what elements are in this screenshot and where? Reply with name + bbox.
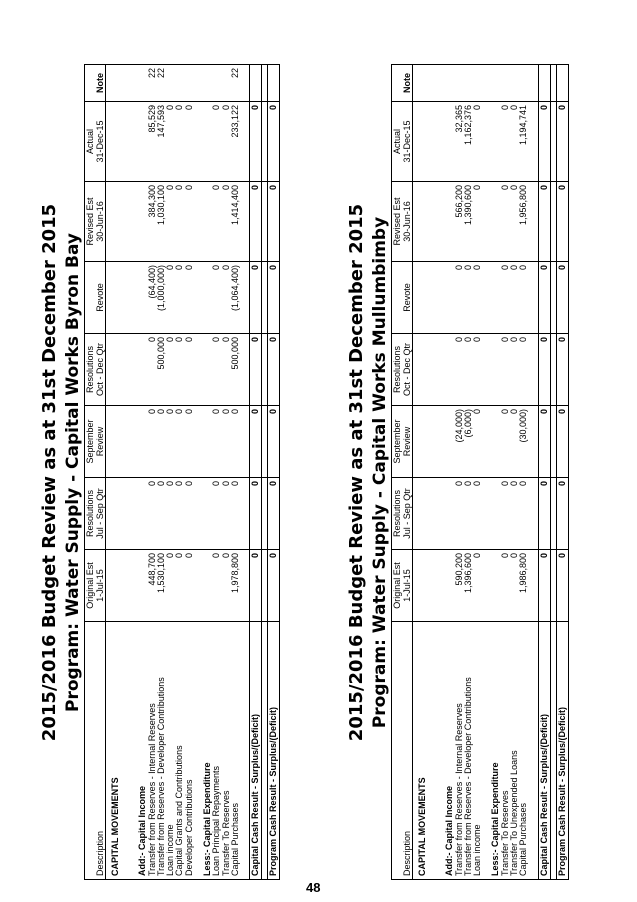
row-value: 0 xyxy=(501,334,510,406)
row-value: 0 xyxy=(250,406,262,478)
row-value xyxy=(418,550,427,622)
row-value: 0 xyxy=(222,550,231,622)
row-value: 448,700 xyxy=(148,550,157,622)
row-note xyxy=(212,65,221,102)
row-note xyxy=(268,65,280,102)
spacer-row xyxy=(529,65,539,880)
row-value xyxy=(138,478,147,550)
row-value: 0 xyxy=(250,550,262,622)
row-value: 0 xyxy=(185,406,194,478)
table-row xyxy=(231,65,240,880)
row-value: 0 xyxy=(519,334,528,406)
row-value: 0 xyxy=(538,478,550,550)
row-value: 0 xyxy=(510,262,519,334)
row-value xyxy=(138,334,147,406)
row-value: 1,194,741 xyxy=(519,102,528,182)
row-value: 0 xyxy=(250,334,262,406)
row-note xyxy=(464,65,473,102)
row-value: 1,396,600 xyxy=(464,550,473,622)
row-value: 0 xyxy=(175,406,184,478)
row-value: 0 xyxy=(268,182,280,262)
row-value xyxy=(203,182,212,262)
row-value: 0 xyxy=(212,334,221,406)
row-label: Loan income xyxy=(166,622,175,880)
row-value xyxy=(111,406,120,478)
row-value xyxy=(445,262,454,334)
row-label: Transfer To Reserves xyxy=(222,622,231,880)
row-value: 0 xyxy=(166,262,175,334)
row-value: 0 xyxy=(222,478,231,550)
row-value: (1,000,000) xyxy=(157,262,166,334)
row-value: 0 xyxy=(175,550,184,622)
row-value: 0 xyxy=(455,478,464,550)
col-revote: Revote xyxy=(85,262,106,334)
col-resolutions-q1: Resolutions Jul - Sep Qtr xyxy=(85,478,106,550)
row-note: 22 xyxy=(157,65,166,102)
row-note xyxy=(501,65,510,102)
row-value: 0 xyxy=(473,334,482,406)
row-value xyxy=(491,262,500,334)
row-value xyxy=(203,102,212,182)
row-value: 0 xyxy=(212,550,221,622)
row-label: Add:- Capital Income xyxy=(445,622,454,880)
spacer-row xyxy=(120,65,129,880)
row-value: 0 xyxy=(473,478,482,550)
row-value xyxy=(418,334,427,406)
row-value: 0 xyxy=(250,102,262,182)
row-value: 0 xyxy=(185,550,194,622)
row-value: 0 xyxy=(501,550,510,622)
row-value: 0 xyxy=(464,478,473,550)
row-value xyxy=(491,102,500,182)
row-value: 1,414,400 xyxy=(231,182,240,262)
section-title: 2015/2016 Budget Review as at 31st December 2015 xyxy=(39,203,60,742)
row-value: 0 xyxy=(501,182,510,262)
row-label: Transfer To Reserves xyxy=(501,622,510,880)
row-value: 0 xyxy=(166,478,175,550)
row-value: 1,530,100 xyxy=(157,550,166,622)
row-label: Capital Grants and Contributions xyxy=(175,622,184,880)
col-resolutions-q2: Resolutions Oct - Dec Qtr xyxy=(85,334,106,406)
row-value: 0 xyxy=(250,262,262,334)
row-label: CAPITAL MOVEMENTS xyxy=(418,622,427,880)
col-september-review: September Review xyxy=(392,406,413,478)
row-value: 233,122 xyxy=(231,102,240,182)
page-number: 48 xyxy=(306,880,321,895)
row-value: 32,365 xyxy=(455,102,464,182)
row-value: 0 xyxy=(222,182,231,262)
result-row xyxy=(538,65,550,880)
row-value: 0 xyxy=(556,102,568,182)
col-actual: Actual 31-Dec-15 xyxy=(85,102,106,182)
row-value: (24,000) xyxy=(455,406,464,478)
row-value: 0 xyxy=(185,334,194,406)
row-value xyxy=(203,406,212,478)
row-value xyxy=(203,334,212,406)
table-row xyxy=(185,65,194,880)
row-label: CAPITAL MOVEMENTS xyxy=(111,622,120,880)
row-label: Developer Contributions xyxy=(185,622,194,880)
row-value xyxy=(491,550,500,622)
row-label: Less:- Capital Expenditure xyxy=(203,622,212,880)
result-row xyxy=(268,65,280,880)
row-note xyxy=(510,65,519,102)
row-value: 0 xyxy=(538,182,550,262)
row-value: 0 xyxy=(510,334,519,406)
row-value: 0 xyxy=(538,550,550,622)
row-value: 0 xyxy=(268,262,280,334)
row-note xyxy=(166,65,175,102)
row-note xyxy=(175,65,184,102)
row-label: Add:- Capital Income xyxy=(138,622,147,880)
row-value: 0 xyxy=(464,334,473,406)
result-row xyxy=(250,65,262,880)
row-value: 0 xyxy=(519,262,528,334)
row-value: 0 xyxy=(538,334,550,406)
row-label: Transfer from Reserves - Developer Contributions xyxy=(157,622,166,880)
row-value: (6,000) xyxy=(464,406,473,478)
row-value: 0 xyxy=(464,262,473,334)
row-value: 0 xyxy=(556,334,568,406)
col-revised-est: Revised Est 30-Jun-16 xyxy=(392,182,413,262)
row-label: Capital Purchases xyxy=(519,622,528,880)
row-value xyxy=(491,334,500,406)
row-value xyxy=(445,478,454,550)
row-value: 0 xyxy=(510,406,519,478)
row-value: 0 xyxy=(231,478,240,550)
row-value: 0 xyxy=(556,478,568,550)
table-row xyxy=(473,65,482,880)
spacer-row xyxy=(129,65,138,880)
row-value: 0 xyxy=(222,102,231,182)
row-note: 22 xyxy=(148,65,157,102)
col-original-est: Original Est 1-Jul-15 xyxy=(85,550,106,622)
section-title: 2015/2016 Budget Review as at 31st December 2015 xyxy=(346,203,367,742)
row-value xyxy=(491,406,500,478)
row-value: 590,200 xyxy=(455,550,464,622)
row-value xyxy=(111,182,120,262)
row-value: 0 xyxy=(166,334,175,406)
row-value: 0 xyxy=(212,478,221,550)
row-value: 0 xyxy=(510,102,519,182)
row-value: 500,000 xyxy=(157,334,166,406)
row-value: 0 xyxy=(175,478,184,550)
section-titles xyxy=(345,65,391,880)
budget-table xyxy=(84,64,280,880)
row-value: 0 xyxy=(212,406,221,478)
row-value: 0 xyxy=(538,406,550,478)
row-value: 0 xyxy=(501,478,510,550)
row-value: 0 xyxy=(250,182,262,262)
row-value xyxy=(203,550,212,622)
col-resolutions-q1: Resolutions Jul - Sep Qtr xyxy=(392,478,413,550)
row-value: 384,300 xyxy=(148,182,157,262)
row-value: 1,162,376 xyxy=(464,102,473,182)
row-value: 0 xyxy=(473,262,482,334)
row-value: 0 xyxy=(268,550,280,622)
row-label: Loan income xyxy=(473,622,482,880)
row-value: (64,400) xyxy=(148,262,157,334)
row-label: Program Cash Result - Surplus/(Deficit) xyxy=(268,622,280,880)
row-value: 147,593 xyxy=(157,102,166,182)
row-value: 0 xyxy=(157,406,166,478)
row-value xyxy=(111,262,120,334)
row-value: 0 xyxy=(510,182,519,262)
spacer-row xyxy=(436,65,445,880)
col-description: Description xyxy=(85,622,106,880)
row-note xyxy=(250,65,262,102)
row-value: 0 xyxy=(222,262,231,334)
row-value xyxy=(111,478,120,550)
row-value: 0 xyxy=(185,182,194,262)
row-value: 0 xyxy=(175,334,184,406)
col-original-est: Original Est 1-Jul-15 xyxy=(392,550,413,622)
row-value: 0 xyxy=(556,550,568,622)
row-note xyxy=(445,65,454,102)
row-value: 0 xyxy=(501,102,510,182)
row-value: (1,064,400) xyxy=(231,262,240,334)
row-value xyxy=(445,334,454,406)
row-value xyxy=(418,102,427,182)
budget-section-byron-bay xyxy=(38,65,335,880)
row-value: (30,000) xyxy=(519,406,528,478)
row-value: 0 xyxy=(175,182,184,262)
col-resolutions-q2: Resolutions Oct - Dec Qtr xyxy=(392,334,413,406)
row-value: 1,978,800 xyxy=(231,550,240,622)
row-value: 0 xyxy=(166,182,175,262)
row-value: 0 xyxy=(473,102,482,182)
row-value: 1,986,800 xyxy=(519,550,528,622)
row-note xyxy=(538,65,550,102)
row-note: 22 xyxy=(231,65,240,102)
row-note xyxy=(473,65,482,102)
table-heading-row xyxy=(111,65,120,880)
row-label: Less:- Capital Expenditure xyxy=(491,622,500,880)
spacer-row xyxy=(240,65,250,880)
row-label: Capital Purchases xyxy=(231,622,240,880)
row-value: 0 xyxy=(473,550,482,622)
col-actual: Actual 31-Dec-15 xyxy=(392,102,413,182)
row-note xyxy=(491,65,500,102)
row-value xyxy=(491,182,500,262)
row-label: Transfer from Reserves - Internal Reserves xyxy=(148,622,157,880)
table-header xyxy=(392,65,413,880)
row-label: Transfer To Unexpended Loans xyxy=(510,622,519,880)
row-value: 0 xyxy=(175,262,184,334)
row-value: 0 xyxy=(175,102,184,182)
row-value: 566,200 xyxy=(455,182,464,262)
row-value: 0 xyxy=(519,478,528,550)
row-value: 0 xyxy=(501,406,510,478)
row-value: 0 xyxy=(148,478,157,550)
row-label: Transfer from Reserves - Developer Contributions xyxy=(464,622,473,880)
row-value: 0 xyxy=(166,406,175,478)
row-value: 0 xyxy=(268,334,280,406)
row-value xyxy=(203,478,212,550)
row-note xyxy=(418,65,427,102)
section-subtitle: Program: Water Supply - Capital Works Byron Bay xyxy=(63,233,83,712)
row-label: Program Cash Result - Surplus/(Deficit) xyxy=(556,622,568,880)
col-note: Note xyxy=(392,65,413,102)
row-note xyxy=(519,65,528,102)
row-value: 0 xyxy=(455,262,464,334)
row-value: 0 xyxy=(473,406,482,478)
row-value: 0 xyxy=(185,262,194,334)
col-description: Description xyxy=(392,622,413,880)
row-value: 0 xyxy=(222,334,231,406)
row-label: Transfer from Reserves - Internal Reserves xyxy=(455,622,464,880)
row-note xyxy=(455,65,464,102)
row-value: 0 xyxy=(510,478,519,550)
row-value: 1,956,800 xyxy=(519,182,528,262)
row-value xyxy=(418,182,427,262)
row-note xyxy=(203,65,212,102)
row-value xyxy=(111,102,120,182)
row-value: 0 xyxy=(268,102,280,182)
row-value: 0 xyxy=(166,102,175,182)
section-subtitle: Program: Water Supply - Capital Works Mullumbimby xyxy=(370,216,390,729)
row-value: 0 xyxy=(185,478,194,550)
row-value: 0 xyxy=(222,406,231,478)
row-value: 0 xyxy=(538,102,550,182)
row-value: 0 xyxy=(556,262,568,334)
row-note xyxy=(185,65,194,102)
row-value: 0 xyxy=(231,406,240,478)
row-value: 0 xyxy=(556,182,568,262)
col-revote: Revote xyxy=(392,262,413,334)
row-label: Capital Cash Result - Surplus/(Deficit) xyxy=(250,622,262,880)
row-value: 0 xyxy=(538,262,550,334)
spacer-row xyxy=(482,65,491,880)
row-value: 0 xyxy=(212,262,221,334)
row-value xyxy=(111,550,120,622)
row-value: 0 xyxy=(148,406,157,478)
col-note: Note xyxy=(85,65,106,102)
row-value: 0 xyxy=(250,478,262,550)
row-value xyxy=(491,478,500,550)
row-note xyxy=(556,65,568,102)
table-heading-row xyxy=(418,65,427,880)
row-value xyxy=(138,406,147,478)
row-value: 85,529 xyxy=(148,102,157,182)
section-titles xyxy=(38,65,84,880)
spacer-row xyxy=(194,65,203,880)
row-value: 1,030,100 xyxy=(157,182,166,262)
row-value: 0 xyxy=(556,406,568,478)
row-value: 0 xyxy=(212,182,221,262)
row-value: 0 xyxy=(455,334,464,406)
row-label: Capital Cash Result - Surplus/(Deficit) xyxy=(538,622,550,880)
col-revised-est: Revised Est 30-Jun-16 xyxy=(85,182,106,262)
row-value: 0 xyxy=(510,550,519,622)
row-value: 0 xyxy=(166,550,175,622)
row-value xyxy=(418,262,427,334)
row-note xyxy=(111,65,120,102)
row-value xyxy=(203,262,212,334)
budget-section-mullumbimby xyxy=(345,65,608,880)
budget-table xyxy=(391,64,569,880)
row-value: 0 xyxy=(212,102,221,182)
spacer-row xyxy=(427,65,436,880)
result-row xyxy=(556,65,568,880)
table-header xyxy=(85,65,106,880)
row-value: 0 xyxy=(473,182,482,262)
row-value xyxy=(418,406,427,478)
row-value: 0 xyxy=(268,478,280,550)
row-value: 0 xyxy=(148,334,157,406)
table-row xyxy=(519,65,528,880)
row-value: 0 xyxy=(185,102,194,182)
row-value: 0 xyxy=(501,262,510,334)
row-value: 1,390,600 xyxy=(464,182,473,262)
row-value xyxy=(111,334,120,406)
row-value: 0 xyxy=(268,406,280,478)
row-value: 0 xyxy=(157,478,166,550)
col-september-review: September Review xyxy=(85,406,106,478)
row-value: 500,000 xyxy=(231,334,240,406)
row-label: Loan Principal Repayments xyxy=(212,622,221,880)
row-value xyxy=(418,478,427,550)
